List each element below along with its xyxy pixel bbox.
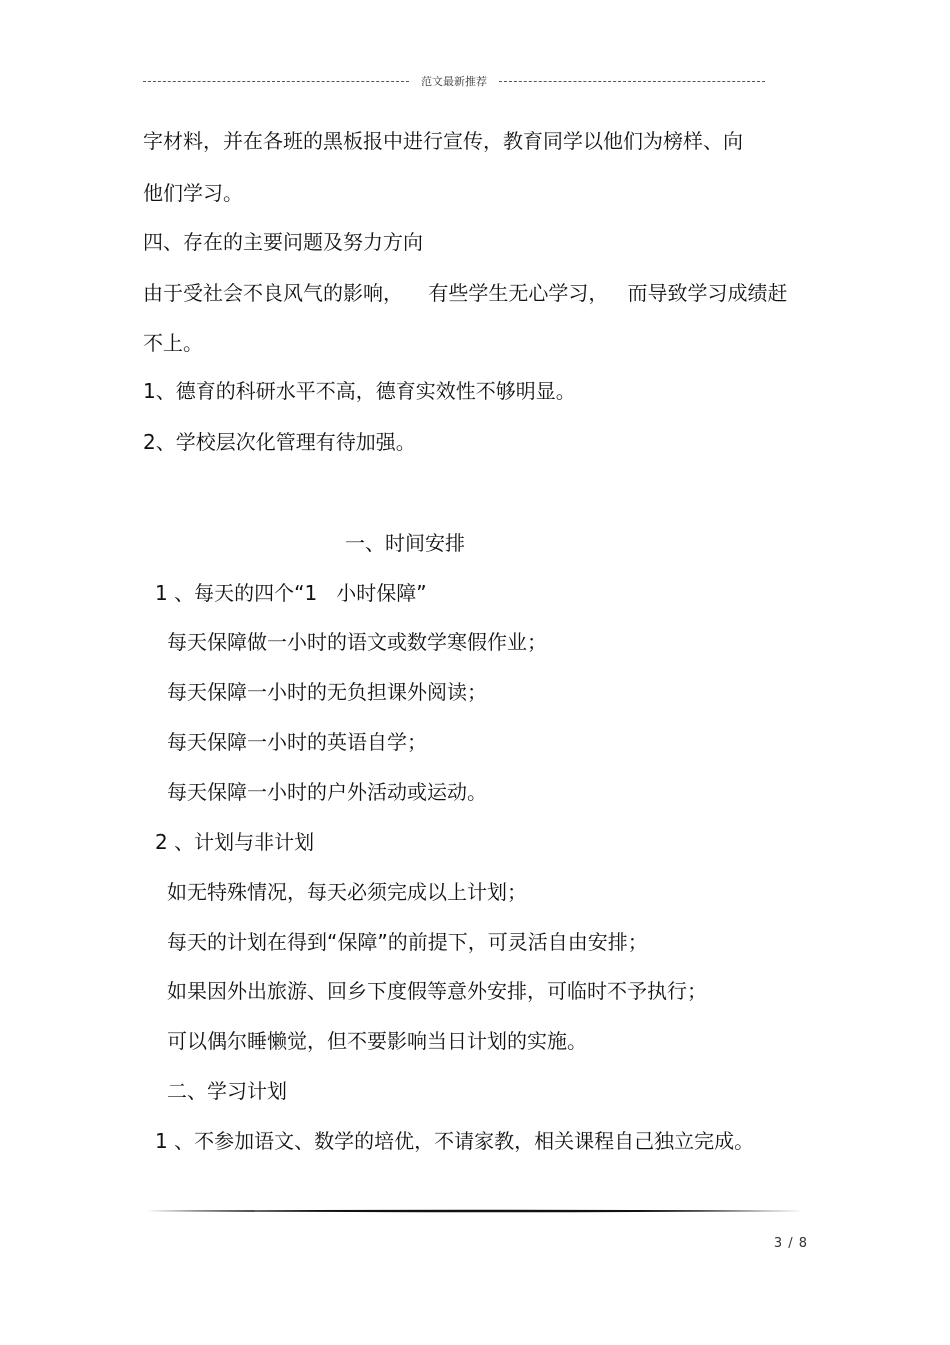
body-line: 每天保障一小时的无负担课外阅读； [167, 680, 487, 704]
header-dash-left [143, 81, 409, 82]
list-item: 2、学校层次化管理有待加强。 [143, 430, 416, 454]
body-line: 由于受社会不良风气的影响， 有些学生无心学习， 而导致学习成绩赶 [143, 281, 788, 305]
body-line: 如果因外出旅游、回乡下度假等意外安排，可临时不予执行； [167, 979, 707, 1003]
list-item: 1、德育的科研水平不高，德育实效性不够明显。 [143, 379, 576, 403]
footer-rule [146, 1209, 804, 1213]
header-title: 范文最新推荐 [421, 75, 487, 88]
body-line: 他们学习。 [143, 181, 243, 205]
body-line: 每天保障一小时的户外活动或运动。 [167, 780, 487, 804]
body-line: 如无特殊情况，每天必须完成以上计划； [167, 880, 527, 904]
body-line: 字材料，并在各班的黑板报中进行宣传，教育同学以他们为榜样、向 [143, 129, 743, 153]
section-heading: 二、学习计划 [167, 1079, 287, 1103]
body-line: 每天保障做一小时的语文或数学寒假作业； [167, 630, 547, 654]
list-item: 1 、不参加语文、数学的培优，不请家教，相关课程自己独立完成。 [155, 1129, 755, 1153]
list-item: 1 、每天的四个“1 小时保障” [155, 581, 427, 605]
page-header [143, 70, 765, 92]
list-item: 2 、计划与非计划 [155, 830, 315, 854]
section-heading: 一、时间安排 [345, 531, 465, 555]
header-dash-right [499, 81, 765, 82]
body-line: 不上。 [143, 331, 203, 355]
body-line: 每天的计划在得到“保障”的前提下，可灵活自由安排； [167, 930, 648, 954]
section-heading: 四、存在的主要问题及努力方向 [143, 230, 423, 254]
body-line: 每天保障一小时的英语自学； [167, 730, 427, 754]
body-line: 可以偶尔睡懒觉，但不要影响当日计划的实施。 [167, 1029, 587, 1053]
page-number: 3 / 8 [773, 1236, 808, 1251]
